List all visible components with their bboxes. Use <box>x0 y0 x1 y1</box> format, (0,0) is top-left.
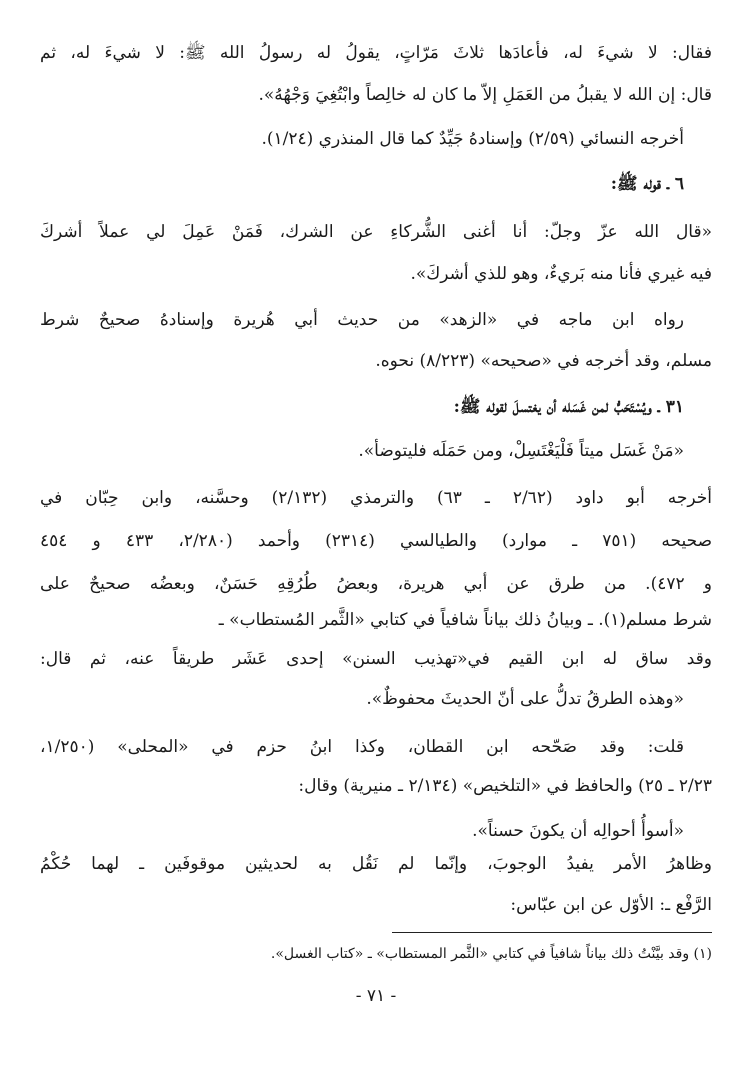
text-line: قال: إن الله لا يقبلُ من العَمَلِ إلاّ ما كان له خالِصاً وابْتُغِيَ وَجْهُهُ». <box>258 85 712 105</box>
quote-line: «وهذه الطرقُ تدلُّ على أنّ الحديثَ محفوظٌ». <box>366 689 684 709</box>
footnote: (١) وقد بيَّنْتُ ذلك بياناً شافياً في كتابي «الثَّمر المستطاب» ـ «كتاب الغسل». <box>270 946 712 962</box>
text-line: شرط مسلم(١). ـ وبيانُ ذلك بياناً شافياً في كتابي «الثَّمر المُستطاب» ـ <box>218 610 712 630</box>
text-line: و ٤٧٢). من طرق عن أبي هريرة، وبعضُ طُرُقِهِ حَسَنٌ، وبعضُه صحيحٌ على <box>40 574 712 594</box>
text-line: أخرجه أبو داود (٢/٦٢ ـ ٦٣) والترمذي (٢/١٣٢) وحسَّنه، وابن حِبّان في <box>40 488 712 508</box>
text-line: الرَّفْع ـ: الأوّل عن ابن عبّاس: <box>510 895 712 915</box>
text-line: فقال: لا شيءَ له، فأعادَها ثلاثَ مَرّاتٍ، يقولُ له رسولُ الله ﷺ: لا شيءَ له، ثم <box>40 43 712 63</box>
footnote-divider <box>392 932 712 933</box>
section-heading: ٦ ـ قوله ﷺ: <box>610 174 684 194</box>
text-line: وقد ساق له ابن القيم في«تهذيب السنن» إحدى عَشَر طريقاً عنه، ثم قال: <box>40 649 712 669</box>
hadith-text-line: «قال الله عزّ وجلّ: أنا أغنى الشُّركاءِ عن الشرك، فَمَنْ عَمِلَ لي عملاً أشركَ <box>40 222 712 242</box>
section-heading: ٣١ ـ ويُسْتَحَبُّ لمن غَسَله أن يغتسلَ لقوله ﷺ: <box>453 397 684 417</box>
source-line: أخرجه النسائي (٢/٥٩) وإسنادهُ جَيِّدٌ كما قال المنذري (١/٢٤). <box>261 129 684 149</box>
text-line: صحيحه (٧٥١ ـ موارد) والطيالسي (٢٣١٤) وأحمد (٢/٢٨٠، ٤٣٣ و ٤٥٤ <box>40 531 713 551</box>
text-line: رواه ابن ماجه في «الزهد» من حديث أبي هُريرة وإسنادهُ صحيحٌ شرط <box>40 310 684 330</box>
text-line: مسلم، وقد أخرجه في «صحيحه» (٨/٢٢٣) نحوه. <box>375 351 712 371</box>
quote-line: «أسوأُ أحوالِه أن يكونَ حسناً». <box>472 821 684 841</box>
text-line: قلت: وقد صَحّحه ابن القطان، وكذا ابنُ حزم في «المحلى» (١/٢٥٠، <box>40 737 684 757</box>
page-number: - ٧١ - <box>355 986 397 1006</box>
hadith-text-line: «مَنْ غَسَل ميتاً فَلْيَغْتَسِلْ، ومن حَمَلَه فليتوضأ». <box>358 441 684 461</box>
hadith-text-line: فيه غيري فأنا منه بَريءٌ، وهو للذي أشركَ». <box>410 264 712 284</box>
text-line: وظاهرُ الأمر يفيدُ الوجوبَ، وإنّما لم نَقُل به لحديثين موقوفَين ـ لهما حُكْمُ <box>40 854 712 874</box>
text-line: ٢/٢٣ ـ ٢٥) والحافظ في «التلخيص» (٢/١٣٤ ـ منيرية) وقال: <box>298 776 712 796</box>
